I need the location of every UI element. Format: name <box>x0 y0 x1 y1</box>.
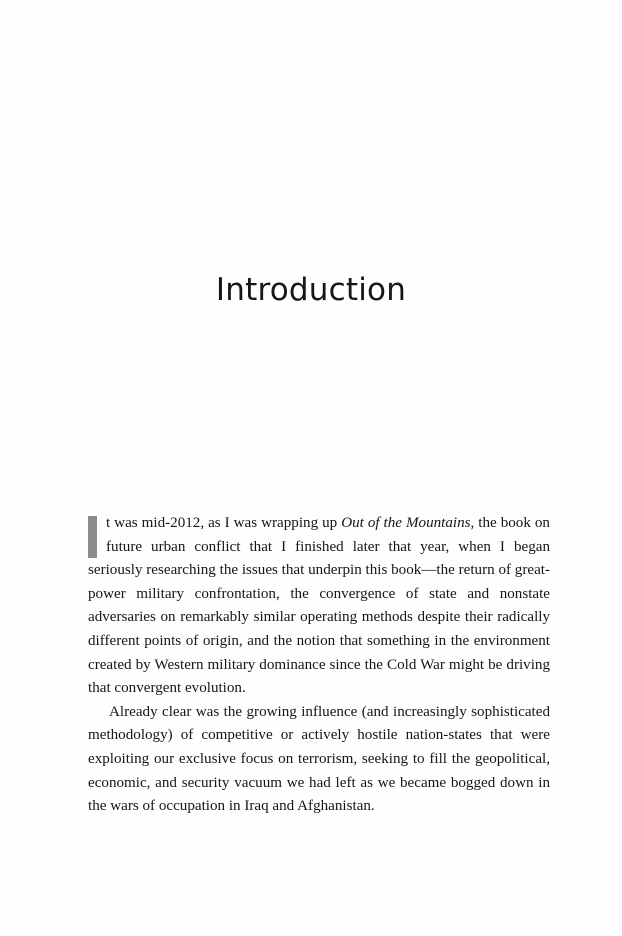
paragraph-1-book-title: Out of the Mountains <box>341 515 471 531</box>
paragraph-2 <box>88 701 550 819</box>
paragraph-1-segment-1: t was mid-2012, as I was wrapping up <box>106 515 342 531</box>
dropcap-bar-icon <box>88 516 97 558</box>
paragraph-1 <box>88 512 550 701</box>
page-title: Introduction <box>215 272 407 308</box>
paragraph-1-segment-3: , the book on future urban conflict that I finished later that year, when I began seriously researching the issues that underpin this book—the return of great-power military confrontation, the convergence of state and nonstate adversaries on remarkably similar operating methods despite their radically different points of origin, and the notion that something in the environment created by Western military dominance since the Cold War might be driving that convergent evolution. <box>88 515 550 697</box>
body-text-block <box>88 512 550 819</box>
paragraph-2-segment-1: Already clear was the growing influence (and increasingly sophisticated methodology) of competitive or actively hostile nation-states that were exploiting our exclusive focus on terrorism, seeking to fill the geopolitical, economic, and security vacuum we had left as we became bogged down in the wars of occupation in Iraq and Afghanistan. <box>88 703 550 815</box>
